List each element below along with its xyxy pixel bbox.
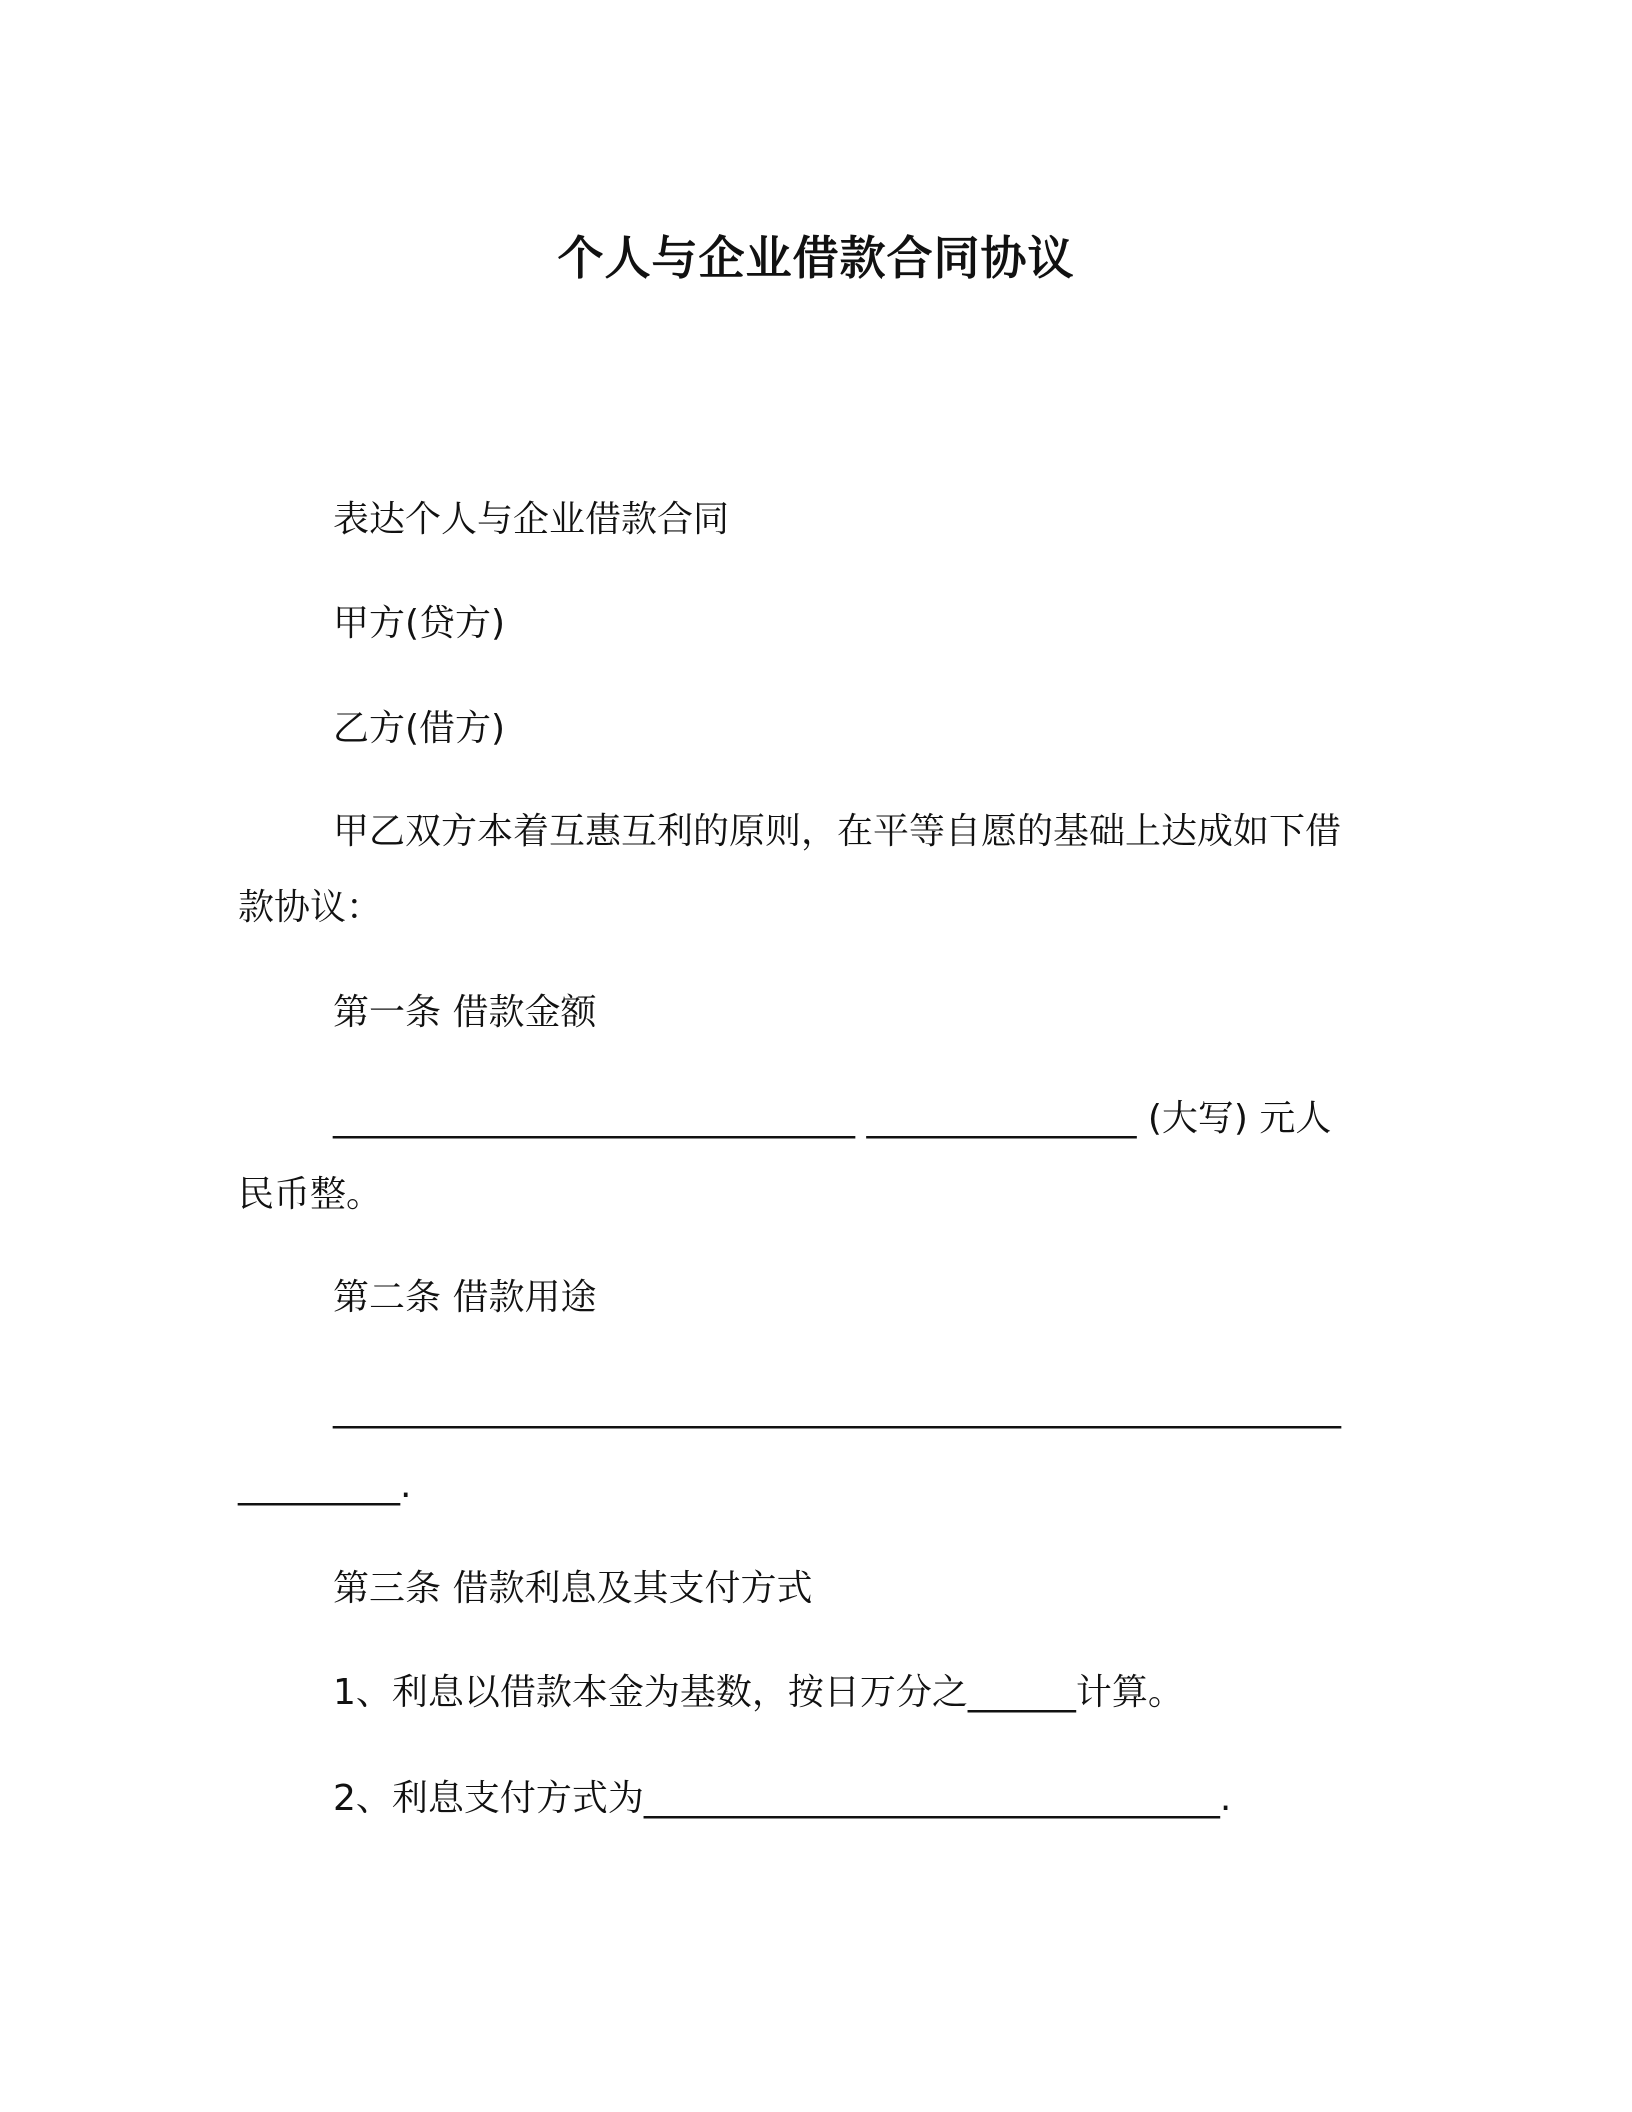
party-b-line: 乙方(借方): [333, 708, 506, 749]
intro-line: 表达个人与企业借款合同: [333, 499, 730, 540]
article-2-heading: 第二条 借款用途: [333, 1277, 597, 1318]
article-3-clause-1: 1、利息以借款本金为基数，按日万分之______计算。: [333, 1672, 1184, 1713]
article-2-purpose-1: ________________________________________________________: [333, 1388, 1341, 1429]
article-1-amount-2: 民币整。: [238, 1174, 383, 1215]
party-a-line: 甲方(贷方): [333, 603, 506, 644]
document-title: 个人与企业借款合同协议: [557, 231, 1075, 285]
article-2-purpose-2: _________.: [238, 1465, 412, 1506]
preamble-line-2: 款协议：: [238, 887, 383, 928]
article-3-heading: 第三条 借款利息及其支付方式: [333, 1568, 813, 1609]
article-3-clause-2: 2、利息支付方式为________________________________.: [333, 1778, 1232, 1819]
article-1-heading: 第一条 借款金额: [333, 992, 597, 1033]
article-1-amount-1: _____________________________ _______________ (大写) 元人: [333, 1098, 1332, 1139]
preamble-line-1: 甲乙双方本着互惠互利的原则，在平等自愿的基础上达成如下借: [333, 811, 1342, 852]
